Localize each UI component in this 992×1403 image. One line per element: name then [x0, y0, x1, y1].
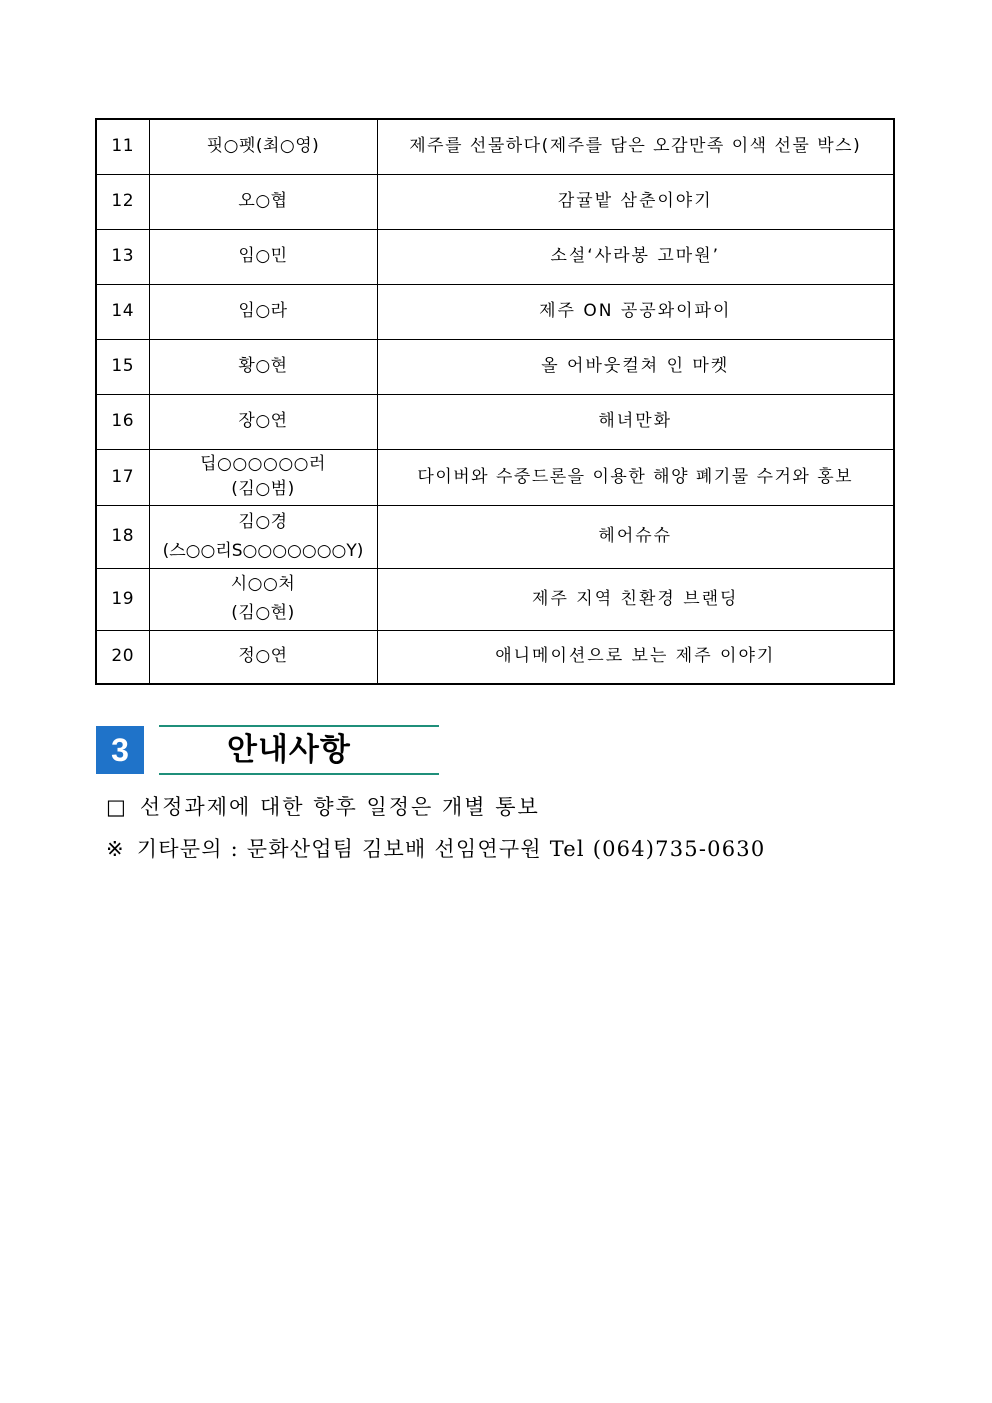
project-title: 제주 지역 친환경 브랜딩	[377, 568, 894, 630]
row-number: 15	[96, 339, 149, 394]
table-row	[96, 339, 894, 394]
applicant-name-line: 임○민	[238, 246, 288, 266]
row-number: 11	[96, 119, 149, 174]
applicant-name-line: 장○연	[238, 411, 288, 431]
project-title: 해녀만화	[377, 394, 894, 449]
section-title: 안내사항	[227, 732, 351, 768]
row-number: 13	[96, 229, 149, 284]
section-header	[96, 725, 440, 775]
table-row	[96, 284, 894, 339]
project-title: 애니메이션으로 보는 제주 이야기	[377, 630, 894, 684]
notice-text: 기타문의 : 문화산업팀 김보배 선임연구원 Tel (064)735-0630	[136, 837, 766, 861]
applicant-name	[149, 229, 377, 284]
applicant-name-line: 황○현	[238, 356, 288, 376]
selected-projects-table	[95, 118, 895, 685]
applicant-name	[149, 630, 377, 684]
project-title: 헤어슈슈	[377, 505, 894, 568]
table-row	[96, 630, 894, 684]
applicant-name-line: 핏○펫(최○영)	[206, 136, 320, 157]
row-number: 17	[96, 449, 149, 505]
applicant-name	[149, 505, 377, 568]
reference-mark-icon: ※	[106, 837, 125, 861]
project-title: 소설‘사라봉 고마원’	[377, 229, 894, 284]
applicant-name-line: 딥○○○○○○러	[200, 454, 326, 474]
table-row	[96, 568, 894, 630]
applicant-name-line: (스○○리S○○○○○○○Y)	[162, 540, 364, 561]
table-row	[96, 505, 894, 568]
table-row	[96, 229, 894, 284]
applicant-name-line: (김○현)	[231, 603, 295, 623]
applicant-name-line: (김○범)	[231, 479, 295, 499]
applicant-name-line: 김○경	[238, 511, 288, 532]
project-title: 제주 ON 공공와이파이	[377, 284, 894, 339]
row-number: 16	[96, 394, 149, 449]
applicant-name	[149, 339, 377, 394]
table-row	[96, 174, 894, 229]
project-title: 감귤밭 삼춘이야기	[377, 174, 894, 229]
applicant-name	[149, 394, 377, 449]
table-row	[96, 119, 894, 174]
row-number: 20	[96, 630, 149, 684]
checkbox-square-icon: □	[106, 795, 128, 819]
applicant-name	[149, 568, 377, 630]
applicant-name-line: 정○연	[238, 646, 288, 667]
applicant-name	[149, 449, 377, 505]
applicant-name	[149, 174, 377, 229]
row-number: 18	[96, 505, 149, 568]
notice-text: 선정과제에 대한 향후 일정은 개별 통보	[139, 795, 540, 819]
table-row	[96, 394, 894, 449]
section-title-frame	[159, 725, 439, 775]
notice-contact	[106, 834, 765, 864]
notice-schedule	[106, 792, 540, 822]
row-number: 12	[96, 174, 149, 229]
applicant-name	[149, 119, 377, 174]
row-number: 19	[96, 568, 149, 630]
applicant-name-line: 시○○처	[230, 574, 296, 594]
applicant-name-line: 오○협	[238, 191, 288, 211]
project-title: 제주를 선물하다(제주를 담은 오감만족 이색 선물 박스)	[377, 119, 894, 174]
table-row	[96, 449, 894, 505]
row-number: 14	[96, 284, 149, 339]
section-number-badge: 3	[96, 726, 144, 774]
project-title: 다이버와 수중드론을 이용한 해양 폐기물 수거와 홍보	[377, 449, 894, 505]
applicant-name-line: 임○라	[238, 301, 288, 321]
project-title: 올 어바웃컬쳐 인 마켓	[377, 339, 894, 394]
applicant-name	[149, 284, 377, 339]
